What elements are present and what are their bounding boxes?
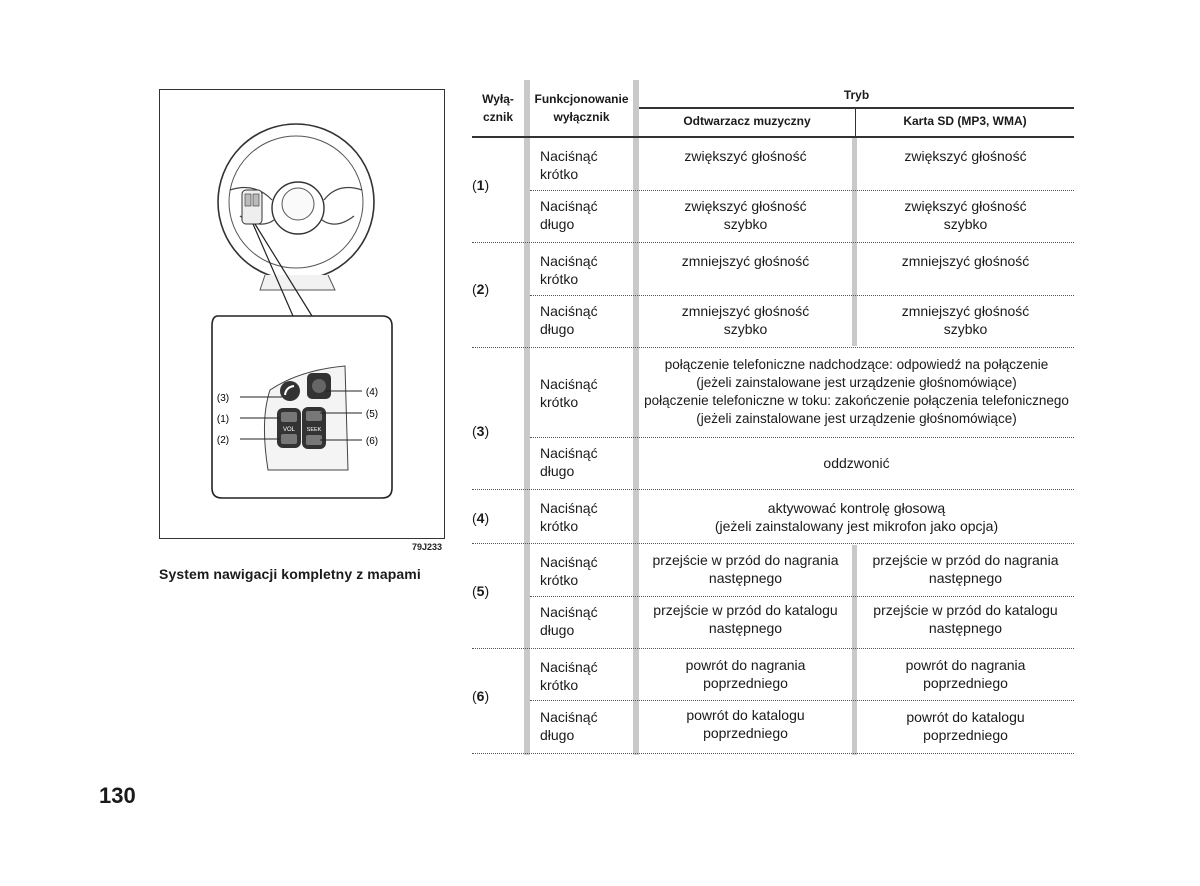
func-3-long-line1: Naciśnąć [540,445,598,461]
player-5-short-line1: przejście w przód do nagrania [652,552,839,568]
player-6-long-line1: powrót do katalogu [686,707,805,723]
func-2-short [540,252,598,288]
switch-3-number: 3 [476,423,485,439]
player-6-long [639,706,852,742]
func-2-short-line2: krótko [540,271,579,287]
header-function-line2: wyłącznik [553,110,610,124]
redial: oddzwonić [823,455,890,471]
switch-4: (4) [472,510,490,526]
sd-5-long-line2: następnego [928,620,1003,636]
header-switch-line2: cznik [482,110,513,124]
call-functions-line1: połączenie telefoniczne nadchodzące: odpowiedź na połączenie [664,357,1049,372]
voice-control-line2: (jeżeli zainstalowany jest mikrofon jako opcja) [714,518,999,534]
switch-4-number: 4 [476,510,485,526]
sd-5-short-line1: przejście w przód do nagrania [872,552,1059,568]
sd-6-short [857,656,1074,692]
steering-wheel-illustration [160,90,444,538]
voice-control [639,499,1074,535]
func-5-long-line2: długo [540,622,575,638]
callout-6: (6) [365,436,379,447]
figure-code: 79J233 [412,542,443,552]
group-rule-1 [472,242,1074,243]
sd-2-short: zmniejszyć głośność [901,253,1030,269]
switch-1-number: 1 [476,177,485,193]
group-rule-2 [472,347,1074,348]
table-bottom-rule [472,753,1074,754]
player-5-short [639,551,852,587]
header-function-line1: Funkcjonowanie [534,92,629,106]
func-2-short-line1: Naciśnąć [540,253,598,269]
player-6-short-line2: poprzedniego [703,675,788,691]
sd-6-short-line2: poprzedniego [923,675,1008,691]
header-mode: Tryb [843,88,870,102]
sd-1-long [857,197,1074,233]
call-functions-line3: połączenie telefoniczne w toku: zakończenie połączenia telefonicznego [644,393,1069,408]
func-2-long [540,302,598,338]
sd-6-long-line1: powrót do katalogu [906,709,1025,725]
callout-2: (2) [216,435,230,446]
switch-5-number: 5 [476,583,485,599]
voice-control-line1: aktywować kontrolę głosową [767,500,946,516]
callout-5: (5) [365,409,379,420]
func-3-short [540,375,598,411]
sd-5-long [857,601,1074,637]
sd-1-long-line2: szybko [943,216,988,232]
func-6-long [540,708,598,744]
switch-2: (2) [472,281,490,297]
func-3-long-line2: długo [540,463,575,479]
row-rule-3a [530,437,1074,438]
func-2-long-line1: Naciśnąć [540,303,598,319]
sd-2-long-line1: zmniejszyć głośność [901,303,1030,319]
header-bottom-rule [472,136,1074,138]
group-rule-3 [472,489,1074,490]
header-function [530,90,633,126]
func-5-short [540,553,598,589]
call-functions-line2: (jeżeli zainstalowane jest urządzenie głośnomówiące) [696,375,1017,390]
seek-label: SEEK [306,427,322,433]
figure-caption: System nawigacji kompletny z mapami [159,566,421,582]
header-sd: Karta SD (MP3, WMA) [903,114,1027,128]
func-6-short-line2: krótko [540,677,579,693]
player-2-short: zmniejszyć głośność [681,253,810,269]
func-4-short-line1: Naciśnąć [540,500,598,516]
header-switch-line1: Wyłą- [482,92,514,106]
player-1-long [639,197,852,233]
header-player: Odtwarzacz muzyczny [683,114,811,128]
player-6-short-line1: powrót do nagrania [685,657,806,673]
player-6-long-line2: poprzedniego [703,725,788,741]
sd-5-long-line1: przejście w przód do katalogu [873,602,1058,618]
func-1-long-line1: Naciśnąć [540,198,598,214]
steering-controls-table [472,80,1074,755]
row-rule-1a [530,190,1074,191]
header-switch [472,90,524,126]
player-6-short [639,656,852,692]
func-5-long [540,603,598,639]
sd-5-short-line2: następnego [928,570,1003,586]
switch-3: (3) [472,423,490,439]
func-1-short-line2: krótko [540,166,579,182]
func-2-long-line2: długo [540,321,575,337]
switch-6-number: 6 [476,688,485,704]
func-1-long-line2: długo [540,216,575,232]
column-shade-left [524,80,530,755]
sd-6-short-line1: powrót do nagrania [905,657,1026,673]
func-6-short-line1: Naciśnąć [540,659,598,675]
player-2-long-line2: szybko [723,321,768,337]
callout-3: (3) [216,393,230,404]
func-1-short-line1: Naciśnąć [540,148,598,164]
switch-2-number: 2 [476,281,485,297]
func-5-short-line1: Naciśnąć [540,554,598,570]
func-3-short-line1: Naciśnąć [540,376,598,392]
player-1-short: zwiększyć głośność [684,148,807,164]
func-3-long [540,444,598,480]
player-1-long-line2: szybko [723,216,768,232]
func-6-long-line1: Naciśnąć [540,709,598,725]
page-number: 130 [99,783,136,808]
func-5-long-line1: Naciśnąć [540,604,598,620]
row-rule-2a [530,295,1074,296]
sd-2-long-line2: szybko [943,321,988,337]
player-2-long-line1: zmniejszyć głośność [681,303,810,319]
header-mode-rule [639,107,1074,109]
switch-5: (5) [472,583,490,599]
sd-6-long [857,708,1074,744]
player-5-long-line2: następnego [708,620,783,636]
player-1-long-line1: zwiększyć głośność [684,198,807,214]
callout-4: (4) [365,387,379,398]
steering-wheel-figure [159,89,445,539]
func-6-long-line2: długo [540,727,575,743]
callout-1: (1) [216,414,230,425]
sd-1-long-line1: zwiększyć głośność [904,198,1027,214]
call-functions-line4: (jeżeli zainstalowane jest urządzenie głośnomówiące) [696,411,1017,426]
player-5-long-line1: przejście w przód do katalogu [653,602,838,618]
player-5-short-line2: następnego [708,570,783,586]
sd-5-short [857,551,1074,587]
func-1-long [540,197,598,233]
func-5-short-line2: krótko [540,572,579,588]
vol-label: VOL [282,427,296,433]
row-rule-6a [530,700,1074,701]
func-3-short-line2: krótko [540,394,579,410]
sd-1-short: zwiększyć głośność [904,148,1027,164]
row-rule-5a [530,596,1074,597]
sd-2-long [857,302,1074,338]
func-4-short [540,499,598,535]
sd-6-long-line2: poprzedniego [923,727,1008,743]
switch-6: (6) [472,688,490,704]
group-rule-4 [472,543,1074,544]
player-5-long [639,601,852,637]
switch-1: (1) [472,177,490,193]
func-1-short [540,147,598,183]
player-2-long [639,302,852,338]
group-rule-5 [472,648,1074,649]
func-6-short [540,658,598,694]
call-functions [639,356,1074,428]
func-4-short-line2: krótko [540,518,579,534]
